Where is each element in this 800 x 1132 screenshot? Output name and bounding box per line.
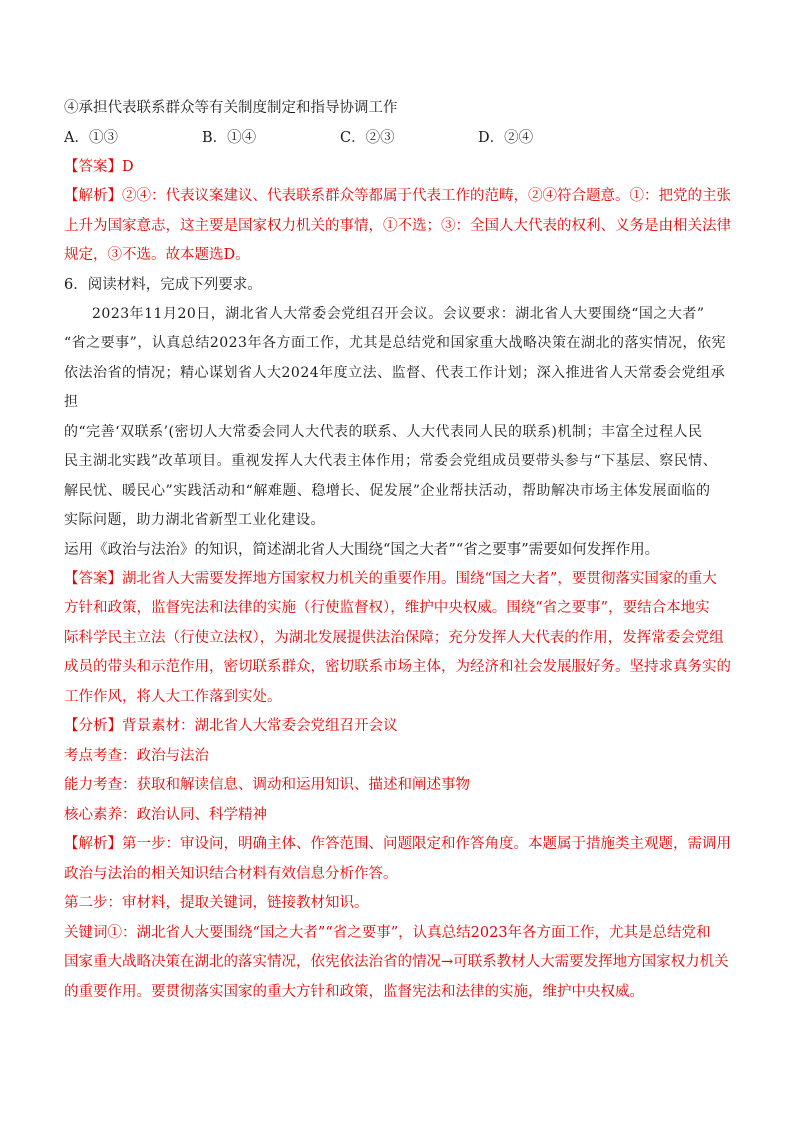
q5-analysis-line-3: 规定，③不选。故本题选D。	[64, 247, 250, 263]
option-b: B．①④	[202, 130, 257, 146]
q6-jiexi	[64, 830, 736, 889]
q6-jiexi-line-1: 【解析】第一步：审设问，明确主体、作答范围、问题限定和作答角度。本题属于措施类主观题，需调用	[64, 836, 731, 852]
q5-answer-value: D	[122, 159, 134, 175]
q6-fenxi-label: 【分析】	[64, 718, 122, 734]
q5-answer-label: 【答案】	[64, 159, 122, 175]
q5-analysis-label: 【解析】	[64, 188, 122, 204]
keyword-line-3: 的重要作用。要贯彻落实国家的重大方针和政策，监督宪法和法律的实施，维护中央权威。	[64, 983, 644, 1000]
q6-fenxi-text: 背景素材：湖北省人大常委会党组召开会议	[122, 718, 398, 734]
material-line-5: 民主湖北实践”改革项目。重视发挥人大代表主体作用；常委会党组成员要带头参与“下基层、察民情、	[64, 453, 718, 469]
q6-jiexi-line-2: 政治与法治的相关知识结合材料有效信息分析作答。	[64, 865, 398, 882]
q6-answer-line-2: 方针和政策，监督宪法和法律的实施（行使监督权），维护中央权威。围绕“省之要事”，要结合本地实	[64, 600, 710, 616]
q5-options	[64, 123, 736, 153]
q6-kaodian: 考点考查：政治与法治	[64, 747, 209, 764]
q6-answer-label: 【答案】	[64, 570, 122, 587]
q6-hexin: 核心素养：政治认同、科学精神	[64, 806, 267, 823]
q5-analysis-line-2: 上升为国家意志，这主要是国家权力机关的事情，①不选；③：全国人大代表的权利、义务是由相关法律	[64, 217, 731, 234]
keyword-line-1: 关键词①：湖北省人大要围绕“国之大者”“省之要事”，认真总结2023年各方面工作，尤其是总结党和	[64, 924, 711, 941]
q5-answer	[64, 153, 736, 182]
q6-fenxi	[64, 712, 736, 742]
q6-prompt: 6．阅读材料，完成下列要求。	[64, 276, 262, 293]
option-c: C．②③	[340, 130, 395, 146]
q6-question: 运用《政治与法治》的知识，简述湖北省人大围绕“国之大者”“省之要事”需要如何发挥作用。	[64, 541, 660, 558]
option-d: D．②④	[478, 130, 534, 146]
material-line-2: “省之要事”，认真总结2023年各方面工作，尤其是总结党和国家重大战略决策在湖北的落实情况，依宪	[64, 335, 726, 351]
material-line-7: 实际问题，助力湖北省新型工业化建设。	[64, 512, 325, 528]
q6-answer-line-4: 成员的带头和示范作用，密切联系群众，密切联系市场主体，为经济和社会发展服好务。坚持求真务实的	[64, 659, 731, 675]
q6-jiexi-label: 【解析】	[64, 836, 122, 852]
q6-answer-line-1: 【答案】湖北省人大需要发挥地方国家权力机关的重要作用。围绕“国之大者”，要贯彻落实国家的重大	[64, 570, 717, 587]
material-line-1: 2023年11月20日，湖北省人大常委会党组召开会议。会议要求：湖北省人大要围绕“国之大者”	[92, 305, 705, 322]
q6-answer-line-3: 际科学民主立法（行使立法权），为湖北发展提供法治保障；充分发挥人大代表的作用，发挥常委会党组	[64, 629, 724, 646]
q6-answer-line-5: 工作作风，将人大工作落到实处。	[64, 688, 282, 705]
keyword-line-2: 国家重大战略决策在湖北的落实情况，依宪依法治省的情况→可联系教材人大需要发挥地方国家权力机关	[64, 954, 729, 970]
material-line-3: 依法治省的情况；精心谋划省人大2024年度立法、监督、代表工作计划；深入推进省人天常委会党组承担	[64, 364, 726, 410]
q6-nengli: 能力考查：获取和解读信息、调动和运用知识、描述和阐述事物	[64, 777, 470, 793]
q5-analysis-line-1: 【解析】②④：代表议案建议、代表联系群众等都属于代表工作的范畴，②④符合题意。①：把党的主张	[64, 188, 731, 204]
q6-keyword-1	[64, 919, 736, 1008]
q6-material	[64, 300, 736, 536]
material-line-4: 的“完善‘双联系’(密切人大常委会同人大代表的联系、人大代表同人民的联系)机制；丰富全过程人民	[64, 423, 703, 440]
q6-answer	[64, 565, 736, 713]
option-a: A．①③	[64, 130, 118, 146]
q6-step2: 第二步：审材料，提取关键词，链接教材知识。	[64, 895, 369, 911]
material-line-6: 解民忧、暖民心”实践活动和“解难题、稳增长、促发展”企业帮扶活动，帮助解决市场主体发展面临的	[64, 482, 711, 499]
q5-item-4: ④承担代表联系群众等有关制度制定和指导协调工作	[64, 100, 398, 116]
q5-analysis	[64, 182, 736, 271]
